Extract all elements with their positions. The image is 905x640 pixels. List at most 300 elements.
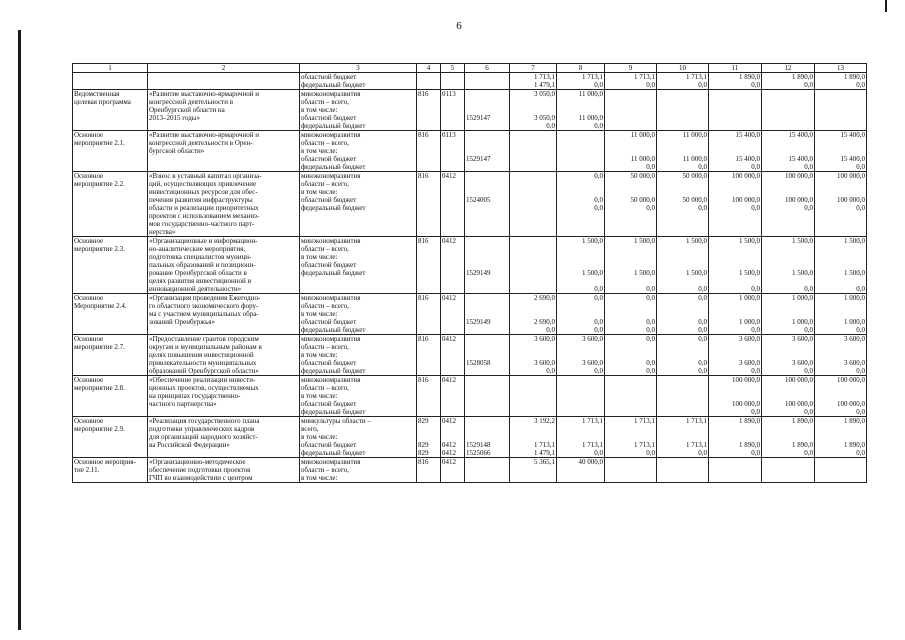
cell-line: рование Оренбургской области в xyxy=(149,269,247,277)
cell-line: 0,0 xyxy=(751,81,760,89)
cell-line: на принципах государственно- xyxy=(149,392,241,400)
cell-line: в том числе: xyxy=(301,474,338,482)
cell-line: 0,0 xyxy=(646,285,655,293)
cell-rzpr xyxy=(441,335,465,376)
cell-amount xyxy=(709,335,762,376)
cell-line: 0,0 xyxy=(804,81,813,89)
cell-line xyxy=(710,188,760,196)
cell-line: 816 xyxy=(418,294,429,302)
cell-line: областной бюджет xyxy=(301,114,357,122)
cell-amount xyxy=(762,131,815,172)
cell-line: 3 050,0 xyxy=(534,90,555,98)
cell-line: 0,0 xyxy=(594,285,603,293)
cell-line: 816 xyxy=(418,90,429,98)
cell-line xyxy=(511,106,555,114)
cell-line xyxy=(816,425,865,433)
cell-line xyxy=(710,147,760,155)
cell-line xyxy=(658,245,707,253)
cell-line: 15 400,0 xyxy=(735,131,760,139)
cell-line xyxy=(763,261,813,269)
cell-amount xyxy=(557,172,605,237)
cell-line: 1 890,0 xyxy=(844,73,865,81)
cell-line xyxy=(558,351,603,359)
cell-line: в том числе: xyxy=(301,392,338,400)
cell-line: «Реализация государственного плана xyxy=(149,417,260,425)
cell-line: 0,0 xyxy=(594,81,603,89)
cell-line: 0,0 xyxy=(698,367,707,375)
cell-line: 1 890,0 xyxy=(792,73,813,81)
cell-line xyxy=(558,376,603,384)
cell-line: зований Оренбуржья» xyxy=(149,318,215,326)
cell-line: областной бюджет xyxy=(301,359,357,367)
cell-line xyxy=(606,302,655,310)
cell-line xyxy=(710,139,760,147)
cell-line: 816 xyxy=(418,376,429,384)
cell-line: минэкономразвития xyxy=(301,172,361,180)
cell-amount xyxy=(657,73,709,90)
cell-line xyxy=(511,172,555,180)
table-row xyxy=(73,376,867,417)
cell-amount xyxy=(762,335,815,376)
cell-line: мероприятие 2.7. xyxy=(74,343,125,351)
column-header-3: 3 xyxy=(300,64,417,73)
cell-line xyxy=(606,261,655,269)
cell-line: 1 713,1 xyxy=(534,73,555,81)
cell-line: федеральный бюджет xyxy=(301,408,366,416)
cell-line xyxy=(710,253,760,261)
cell-amount xyxy=(815,335,867,376)
cell-line xyxy=(606,433,655,441)
cell-amount xyxy=(657,131,709,172)
cell-line: 3 192,2 xyxy=(534,417,555,425)
cell-amount xyxy=(605,172,657,237)
cell-line: минэкономразвития xyxy=(301,237,361,245)
cell-line: 0,0 xyxy=(856,204,865,212)
cell-line: ционных проектов, осуществляемых xyxy=(149,384,259,392)
cell-amount xyxy=(557,417,605,458)
cell-line: 50 000,0 xyxy=(682,196,707,204)
cell-line: 0,0 xyxy=(804,326,813,334)
cell-line: 0,0 xyxy=(594,204,603,212)
cell-line: 0,0 xyxy=(646,163,655,171)
cell-line: федеральный бюджет xyxy=(301,269,366,277)
cell-line xyxy=(466,343,508,351)
cell-amount xyxy=(709,131,762,172)
cell-line: области – всего, xyxy=(301,245,349,253)
cell-program-name xyxy=(148,73,300,90)
cell-rzpr xyxy=(441,458,465,483)
cell-rzpr xyxy=(441,131,465,172)
cell-line xyxy=(816,180,865,188)
cell-line xyxy=(418,425,439,433)
cell-line xyxy=(606,376,655,384)
cell-line: 0113 xyxy=(442,131,456,139)
cell-amount xyxy=(815,172,867,237)
cell-csr xyxy=(465,376,510,417)
cell-line: 3 600,0 xyxy=(534,335,555,343)
cell-line xyxy=(816,302,865,310)
cell-line xyxy=(558,433,603,441)
table-row xyxy=(73,335,867,376)
cell-grbs xyxy=(417,335,441,376)
cell-line: 0,0 xyxy=(646,326,655,334)
cell-line xyxy=(606,253,655,261)
cell-line: в том числе: xyxy=(301,147,338,155)
cell-line xyxy=(658,253,707,261)
cell-line: 0,0 xyxy=(594,294,603,302)
column-header-9: 9 xyxy=(605,64,657,73)
cell-line xyxy=(466,245,508,253)
cell-program-name xyxy=(148,376,300,417)
cell-line: 3 600,0 xyxy=(792,335,813,343)
cell-line xyxy=(558,245,603,253)
cell-line: го областного экономического фору- xyxy=(149,302,259,310)
cell-line: нерства» xyxy=(149,228,176,236)
cell-line: 11 000,0 xyxy=(682,131,707,139)
cell-line xyxy=(466,433,508,441)
cell-amount xyxy=(510,294,557,335)
cell-grbs xyxy=(417,376,441,417)
cell-program-name xyxy=(148,131,300,172)
cell-amount xyxy=(510,335,557,376)
cell-line xyxy=(418,81,439,89)
cell-line: минэкономразвития xyxy=(301,335,361,343)
cell-line: пальных образований и позициони- xyxy=(149,261,256,269)
cell-rzpr xyxy=(441,73,465,90)
cell-line: 1 890,0 xyxy=(739,73,760,81)
column-header-6: 6 xyxy=(465,64,510,73)
cell-amount xyxy=(762,458,815,483)
cell-line xyxy=(606,351,655,359)
cell-line xyxy=(658,180,707,188)
cell-line xyxy=(710,310,760,318)
cell-rzpr xyxy=(441,376,465,417)
cell-line: 0,0 xyxy=(594,326,603,334)
cell-line: но-аналитические мероприятия, xyxy=(149,245,246,253)
cell-line: ва Российской Федерации» xyxy=(149,441,230,449)
cell-line: области и реализации приоритетных xyxy=(149,204,259,212)
cell-line xyxy=(816,245,865,253)
cell-line: конгрессной деятельности в Орен- xyxy=(149,139,253,147)
cell-line xyxy=(816,343,865,351)
cell-line: 1 713,1 xyxy=(582,417,603,425)
table-row xyxy=(73,90,867,131)
cell-line: целевая программа xyxy=(74,98,131,106)
cell-line: 100 000,0 xyxy=(837,400,865,408)
cell-line: 3 600,0 xyxy=(582,359,603,367)
cell-status xyxy=(73,172,148,237)
cell-amount xyxy=(605,90,657,131)
cell-line xyxy=(466,131,508,139)
cell-line: 15 400,0 xyxy=(840,155,865,163)
cell-line xyxy=(816,90,865,98)
cell-amount xyxy=(510,73,557,90)
cell-amount xyxy=(510,172,557,237)
cell-grbs xyxy=(417,237,441,294)
cell-responsible xyxy=(300,172,417,237)
cell-line: 11 000,0 xyxy=(630,131,655,139)
cell-line: 1 000,0 xyxy=(739,318,760,326)
cell-line: 1 890,0 xyxy=(739,417,760,425)
cell-line: области – всего, xyxy=(301,384,349,392)
cell-line xyxy=(763,147,813,155)
cell-amount xyxy=(762,237,815,294)
cell-amount xyxy=(762,90,815,131)
cell-line xyxy=(710,261,760,269)
cell-line: мов государственно-частного парт- xyxy=(149,220,255,228)
cell-line: 0412 xyxy=(442,417,456,425)
cell-line: 0,0 xyxy=(646,359,655,367)
cell-line xyxy=(658,310,707,318)
cell-line xyxy=(511,302,555,310)
cell-line: в том числе: xyxy=(301,433,338,441)
cell-line: федеральный бюджет xyxy=(301,326,366,334)
cell-line: 0,0 xyxy=(751,326,760,334)
cell-amount xyxy=(657,237,709,294)
cell-line xyxy=(816,147,865,155)
cell-amount xyxy=(709,172,762,237)
cell-line xyxy=(658,343,707,351)
cell-line: области – всего, xyxy=(301,302,349,310)
cell-line: 0,0 xyxy=(698,81,707,89)
cell-amount xyxy=(709,90,762,131)
cell-program-name xyxy=(148,458,300,483)
cell-line xyxy=(710,343,760,351)
cell-line xyxy=(658,139,707,147)
cell-line: 0,0 xyxy=(751,204,760,212)
cell-line xyxy=(466,417,508,425)
cell-csr xyxy=(465,294,510,335)
cell-line: 0,0 xyxy=(646,449,655,457)
cell-grbs xyxy=(417,131,441,172)
cell-line xyxy=(816,139,865,147)
cell-line: области – всего, xyxy=(301,343,349,351)
cell-line xyxy=(710,245,760,253)
cell-line: 1 713,1 xyxy=(686,73,707,81)
cell-line: 15 400,0 xyxy=(735,155,760,163)
cell-status xyxy=(73,131,148,172)
cell-line xyxy=(418,433,439,441)
cell-program-name xyxy=(148,335,300,376)
cell-line: 1 000,0 xyxy=(844,318,865,326)
cell-line: «Обеспечение реализации инвести- xyxy=(149,376,256,384)
cell-line: 829 xyxy=(418,449,429,457)
cell-line: 0,0 xyxy=(698,326,707,334)
cell-line: мероприятие 2.1. xyxy=(74,139,125,147)
table-row xyxy=(73,237,867,294)
cell-line: 1 500,0 xyxy=(739,269,760,277)
cell-grbs xyxy=(417,417,441,458)
cell-line: 0,0 xyxy=(698,294,707,302)
cell-line xyxy=(466,458,508,466)
cell-line: 1529149 xyxy=(466,318,491,326)
cell-line xyxy=(466,237,508,245)
table-row xyxy=(73,172,867,237)
cell-line xyxy=(658,277,707,285)
cell-line: 0,0 xyxy=(856,408,865,416)
cell-line: 0113 xyxy=(442,90,456,98)
cell-rzpr xyxy=(441,172,465,237)
cell-line xyxy=(710,351,760,359)
cell-line: ма с участием муниципальных обра- xyxy=(149,310,259,318)
cell-amount xyxy=(657,294,709,335)
cell-line: 1 500,0 xyxy=(686,237,707,245)
cell-line: 0412 xyxy=(442,335,456,343)
cell-line xyxy=(606,139,655,147)
column-header-12: 12 xyxy=(762,64,815,73)
cell-line xyxy=(466,106,508,114)
cell-line: мероприятие 2.3. xyxy=(74,245,125,253)
cell-rzpr xyxy=(441,237,465,294)
cell-line: 1 713,1 xyxy=(634,441,655,449)
cell-line: всего, xyxy=(301,425,319,433)
cell-line: Мероприятие 2.4. xyxy=(74,302,127,310)
cell-line: областной бюджет xyxy=(301,73,357,81)
cell-line: 1 479,1 xyxy=(534,449,555,457)
cell-line: 1 713,1 xyxy=(534,441,555,449)
page-number: 6 xyxy=(456,20,462,32)
table-row xyxy=(73,131,867,172)
cell-line: 3 600,0 xyxy=(582,335,603,343)
cell-line: 1 000,0 xyxy=(792,318,813,326)
cell-line: «Организация проведения Ежегодно- xyxy=(149,294,261,302)
cell-line: «Развитие выставочно-ярмарочной и xyxy=(149,131,259,139)
cell-line xyxy=(606,277,655,285)
cell-line: обеспечение подготовки проектов xyxy=(149,466,251,474)
cell-line: 1 890,0 xyxy=(792,417,813,425)
cell-line: 0,0 xyxy=(804,163,813,171)
cell-line: 1 500,0 xyxy=(844,269,865,277)
cell-line: Ведомственная xyxy=(74,90,120,98)
cell-line: федеральный бюджет xyxy=(301,163,366,171)
cell-line xyxy=(658,147,707,155)
cell-line: 1 479,1 xyxy=(534,81,555,89)
cell-amount xyxy=(557,294,605,335)
cell-line: мероприятие 2.2. xyxy=(74,180,125,188)
cell-line xyxy=(658,433,707,441)
cell-line: в том числе: xyxy=(301,253,338,261)
cell-status xyxy=(73,335,148,376)
cell-line xyxy=(606,147,655,155)
cell-grbs xyxy=(417,294,441,335)
cell-line: 1 890,0 xyxy=(844,441,865,449)
table-row xyxy=(73,458,867,483)
cell-line xyxy=(606,180,655,188)
cell-line: 1 713,1 xyxy=(582,441,603,449)
table-row xyxy=(73,417,867,458)
cell-line: «Развитие выставочно-ярмарочной и xyxy=(149,90,259,98)
cell-grbs xyxy=(417,90,441,131)
cell-status xyxy=(73,73,148,90)
cell-line: 1529147 xyxy=(466,114,491,122)
cell-amount xyxy=(605,131,657,172)
cell-line: подготовка специалистов муници- xyxy=(149,253,252,261)
cell-line xyxy=(816,433,865,441)
cell-line xyxy=(511,433,555,441)
cell-amount xyxy=(557,131,605,172)
cell-responsible xyxy=(300,376,417,417)
column-header-8: 8 xyxy=(557,64,605,73)
cell-amount xyxy=(510,417,557,458)
cell-line: 829 xyxy=(418,441,429,449)
cell-line: в том числе: xyxy=(301,351,338,359)
cell-line: областной бюджет xyxy=(301,261,357,269)
cell-line: 0,0 xyxy=(804,204,813,212)
cell-line: областной бюджет xyxy=(301,441,357,449)
cell-line: 816 xyxy=(418,335,429,343)
cell-status xyxy=(73,417,148,458)
cell-line xyxy=(710,90,760,98)
cell-line: проектов с использованием механиз- xyxy=(149,212,260,220)
scan-edge-right xyxy=(885,0,887,12)
cell-line: 100 000,0 xyxy=(732,376,760,384)
cell-line: 3 600,0 xyxy=(844,359,865,367)
cell-line xyxy=(558,425,603,433)
cell-line xyxy=(558,180,603,188)
cell-line: 1 000,0 xyxy=(844,294,865,302)
cell-amount xyxy=(510,458,557,483)
cell-line: 1529148 xyxy=(466,441,491,449)
cell-line xyxy=(763,433,813,441)
cell-line xyxy=(658,376,707,384)
cell-line: 1 500,0 xyxy=(792,237,813,245)
cell-amount xyxy=(815,90,867,131)
cell-line: 3 050,0 xyxy=(534,114,555,122)
cell-line: областной бюджет xyxy=(301,155,357,163)
cell-line xyxy=(442,81,463,89)
cell-line xyxy=(816,277,865,285)
cell-line: 100 000,0 xyxy=(837,376,865,384)
cell-line: 0,0 xyxy=(698,163,707,171)
cell-line: федеральный бюджет xyxy=(301,122,366,130)
cell-line xyxy=(511,310,555,318)
cell-line: мероприятие 2.9. xyxy=(74,425,125,433)
cell-line xyxy=(466,98,508,106)
cell-line xyxy=(466,188,508,196)
cell-rzpr xyxy=(441,90,465,131)
cell-line: «Организационно-методическое xyxy=(149,458,246,466)
cell-line xyxy=(558,261,603,269)
cell-amount xyxy=(709,294,762,335)
column-header-10: 10 xyxy=(657,64,709,73)
cell-line: в том числе: xyxy=(301,310,338,318)
cell-line: 50 000,0 xyxy=(682,172,707,180)
cell-line: 0,0 xyxy=(698,318,707,326)
cell-line: 1 500,0 xyxy=(739,237,760,245)
cell-line xyxy=(558,277,603,285)
cell-amount xyxy=(709,417,762,458)
cell-line xyxy=(606,343,655,351)
cell-line: 0,0 xyxy=(646,204,655,212)
cell-line: мероприятие 2.8. xyxy=(74,384,125,392)
cell-amount xyxy=(815,131,867,172)
column-header-1: 1 xyxy=(73,64,148,73)
scan-edge-left xyxy=(18,30,21,630)
cell-line xyxy=(658,261,707,269)
cell-line: 2013–2015 годы» xyxy=(149,114,201,122)
cell-line: Основное xyxy=(74,335,104,343)
cell-line: 15 400,0 xyxy=(788,131,813,139)
cell-line: 2 690,0 xyxy=(534,318,555,326)
cell-line: 0412 xyxy=(442,449,456,457)
cell-line xyxy=(466,261,508,269)
cell-line xyxy=(511,425,555,433)
cell-line: 0,0 xyxy=(594,318,603,326)
cell-line: 100 000,0 xyxy=(785,172,813,180)
cell-line: Основное xyxy=(74,376,104,384)
cell-line: 0,0 xyxy=(646,294,655,302)
cell-amount xyxy=(605,458,657,483)
